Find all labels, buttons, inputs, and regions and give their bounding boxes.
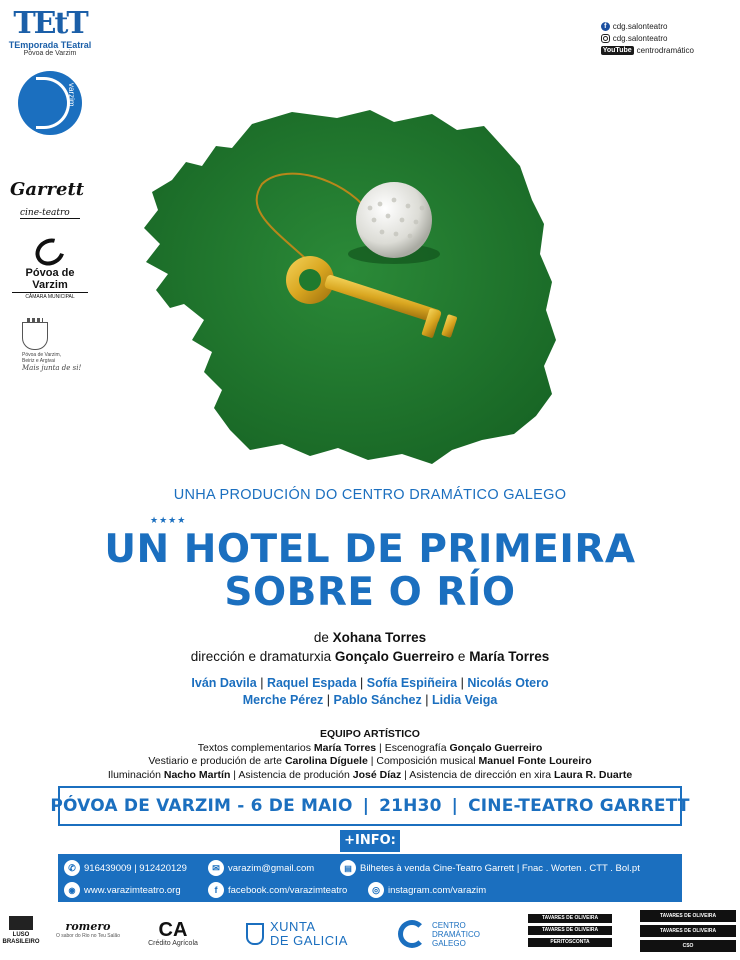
sponsor-cdg-line3: GALEGO — [432, 938, 466, 948]
mail-icon — [208, 860, 224, 876]
sponsor-ca-mark: CA — [158, 919, 188, 941]
event-venue: CINE-TEATRO GARRETT — [468, 796, 690, 816]
team-person: Manuel Fonte Loureiro — [478, 755, 592, 767]
sponsor-romero-name: romero — [65, 920, 111, 933]
cast-row-2: Merche Pérez | Pablo Sánchez | Lidia Veiga — [242, 693, 498, 707]
sponsor-romero — [48, 920, 128, 939]
sponsor-cdg-line2: DRAMÁTICO — [432, 929, 480, 939]
artistic-team-title: EQUIPO ARTÍSTICO — [320, 728, 420, 740]
sponsor-tavares-group-1 — [528, 914, 612, 950]
event-time: 21H30 — [379, 796, 442, 816]
team-role: Vestiario e produción de arte — [148, 755, 283, 767]
cdg-logo-icon — [398, 920, 426, 948]
sponsor-cso: CSO — [640, 940, 736, 952]
contact-web[interactable] — [64, 882, 181, 898]
sponsor-peritosconta: PERITOSCONTA — [528, 938, 612, 947]
team-person: José Díaz — [352, 768, 402, 781]
play-title-line1: UN HOTEL DE PRIMEIRA — [104, 527, 636, 572]
team-role: Asistencia de dirección en xira — [409, 768, 552, 781]
direction-conj: e — [457, 649, 466, 664]
varzim-logo-text: varzim — [67, 83, 76, 107]
garrett-logo-main: Garrett — [10, 179, 85, 200]
author-line — [0, 628, 740, 647]
facebook-icon — [208, 882, 224, 898]
sponsor-tavares-3: TAVARES DE OLIVEIRA — [640, 910, 736, 922]
sponsor-tavares-2: TAVARES DE OLIVEIRA — [528, 926, 612, 935]
tet-mark: TEtT — [13, 6, 87, 41]
team-role: Asistencia de produción — [238, 768, 350, 781]
galicia-map-illustration — [132, 104, 572, 488]
crest-icon — [22, 322, 48, 350]
sponsor-cdg — [398, 920, 480, 948]
contact-instagram[interactable] — [368, 882, 486, 898]
direction-prefix: dirección e dramaturxia — [190, 649, 332, 664]
instagram-icon — [368, 882, 384, 898]
sponsor-ca-sub: Crédito Agrícola — [148, 940, 198, 947]
xunta-crest-icon — [246, 923, 264, 945]
team-line-1: Textos complementarios María Torres | Escenografía Gonçalo Guerreiro — [197, 741, 543, 754]
social-youtube[interactable] — [601, 44, 694, 56]
freguesia-logo — [8, 322, 92, 372]
sponsor-romero-slogan: O sabor do Rio no Teu Salão — [55, 933, 121, 939]
production-line: UNHA PRODUCIÓN DO CENTRO DRAMÁTICO GALEGO — [173, 487, 567, 503]
web-icon — [64, 882, 80, 898]
povoa-logo-name: Póvoa de Varzim — [25, 267, 75, 291]
cast-row-1: Iván Davila | Raquel Espada | Sofía Espiñeira | Nicolás Otero — [191, 676, 549, 690]
povoa-wave-icon — [31, 233, 70, 271]
team-person: María Torres — [313, 741, 377, 754]
sponsor-tavares-group-2 — [640, 910, 736, 955]
contact-email-text: varazim@gmail.com — [228, 862, 315, 874]
sponsor-xunta-galicia — [246, 920, 348, 948]
contact-bar — [58, 854, 682, 902]
tet-logo — [8, 8, 92, 57]
team-role: Composición musical — [376, 755, 476, 767]
left-logo-column — [8, 8, 92, 372]
garrett-logo — [8, 179, 92, 219]
sponsor-xunta-line2: DE GALICIA — [270, 933, 348, 948]
play-title — [0, 528, 740, 614]
social-instagram[interactable] — [601, 32, 694, 44]
sponsor-credito-agricola — [140, 920, 206, 947]
rating-stars: ★★★★ — [150, 516, 187, 526]
contact-instagram-text: instagram.com/varazim — [388, 884, 487, 896]
team-person: Laura R. Duarte — [553, 768, 633, 781]
team-person: Carolina Díguele — [284, 755, 368, 767]
sponsor-luso-brasileiro — [2, 916, 40, 946]
contact-phones[interactable] — [64, 860, 187, 876]
varzim-logo — [18, 71, 82, 135]
face-outline-icon — [36, 77, 70, 129]
sponsor-luso-text: LUSO BRASILEIRO — [2, 932, 40, 945]
cast-member: Sofía Espiñeira — [366, 676, 458, 690]
play-title-line2: SOBRE O RÍO — [224, 570, 516, 615]
freguesia-logo-slogan: Mais junta de si! — [22, 364, 82, 372]
youtube-icon: YouTube — [602, 46, 632, 54]
tet-line1: TEmporada TEatral — [8, 40, 92, 50]
social-youtube-label: centrodramático — [636, 45, 694, 55]
freguesia-logo-text: Póvoa de Varzim, Beiriz e Argivai — [22, 352, 62, 364]
facebook-icon: f — [601, 22, 610, 31]
povoa-logo-sub: CÂMARA MUNICIPAL — [12, 292, 88, 300]
author-prefix: de — [313, 630, 329, 645]
sponsor-cdg-line1: CENTRO — [432, 920, 466, 930]
tet-line2: Póvoa de Varzim — [23, 50, 77, 57]
team-person: Nacho Martín — [163, 768, 231, 781]
team-role: Iluminación — [107, 768, 161, 781]
social-facebook-label: cdg.salonteatro — [612, 21, 668, 31]
sponsor-tavares-4: TAVARES DE OLIVEIRA — [640, 925, 736, 937]
social-links — [601, 20, 694, 56]
artistic-team — [0, 728, 740, 782]
contact-web-text: www.varazimteatro.org — [84, 884, 181, 896]
cast-list — [0, 675, 740, 709]
cast-member: Nicolás Otero — [467, 676, 549, 690]
director-1: Gonçalo Guerreiro — [334, 649, 455, 664]
contact-phones-text: 916439009 | 912420129 — [84, 862, 187, 874]
social-instagram-label: cdg.salonteatro — [612, 33, 668, 43]
cast-member: Lidia Veiga — [431, 693, 498, 707]
sponsor-xunta-line1: XUNTA — [270, 919, 316, 934]
team-line-3: Iluminación Nacho Martín | Asistencia de produción José Díaz | Asistencia de dirección en xira Laura R. Duarte — [107, 768, 633, 781]
sponsor-tavares-1: TAVARES DE OLIVEIRA — [528, 914, 612, 923]
contact-facebook-text: facebook.com/varazimteatro — [228, 884, 348, 896]
cast-member: Pablo Sánchez — [333, 693, 422, 707]
contact-tickets[interactable] — [340, 860, 640, 876]
team-role: Textos complementarios — [197, 741, 311, 754]
social-facebook[interactable] — [601, 20, 694, 32]
luso-logo-icon — [9, 916, 33, 930]
ticket-icon — [340, 860, 356, 876]
credits — [0, 628, 740, 666]
contact-tickets-text: Bilhetes à venda Cine-Teatro Garrett | Fnac . Worten . CTT . Bol.pt — [360, 862, 640, 874]
team-role: Escenografía — [384, 741, 447, 754]
author-name: Xohana Torres — [332, 630, 427, 645]
direction-line — [0, 647, 740, 666]
director-2: María Torres — [469, 649, 550, 664]
team-person: Gonçalo Guerreiro — [449, 741, 543, 754]
team-line-2: Vestiario e produción de arte Carolina Díguele | Composición musical Manuel Fonte Loureiro — [148, 755, 592, 767]
cast-member: Merche Pérez — [242, 693, 324, 707]
cast-member: Raquel Espada — [266, 676, 357, 690]
cast-member: Iván Davila — [191, 676, 257, 690]
contact-facebook[interactable] — [208, 882, 347, 898]
galicia-felt-map — [132, 104, 572, 488]
contact-email[interactable] — [208, 860, 314, 876]
info-label: +INFO: — [340, 830, 400, 852]
event-place-date: PÓVOA DE VARZIM - 6 DE MAIO — [50, 796, 353, 816]
povoa-logo — [8, 239, 92, 300]
event-details-bar: PÓVOA DE VARZIM - 6 DE MAIO | 21H30 | CINE-TEATRO GARRETT — [58, 786, 682, 826]
instagram-icon — [601, 34, 610, 43]
phone-icon — [64, 860, 80, 876]
garrett-logo-sub: cine-teatro — [20, 208, 80, 219]
sponsor-footer — [0, 908, 740, 960]
